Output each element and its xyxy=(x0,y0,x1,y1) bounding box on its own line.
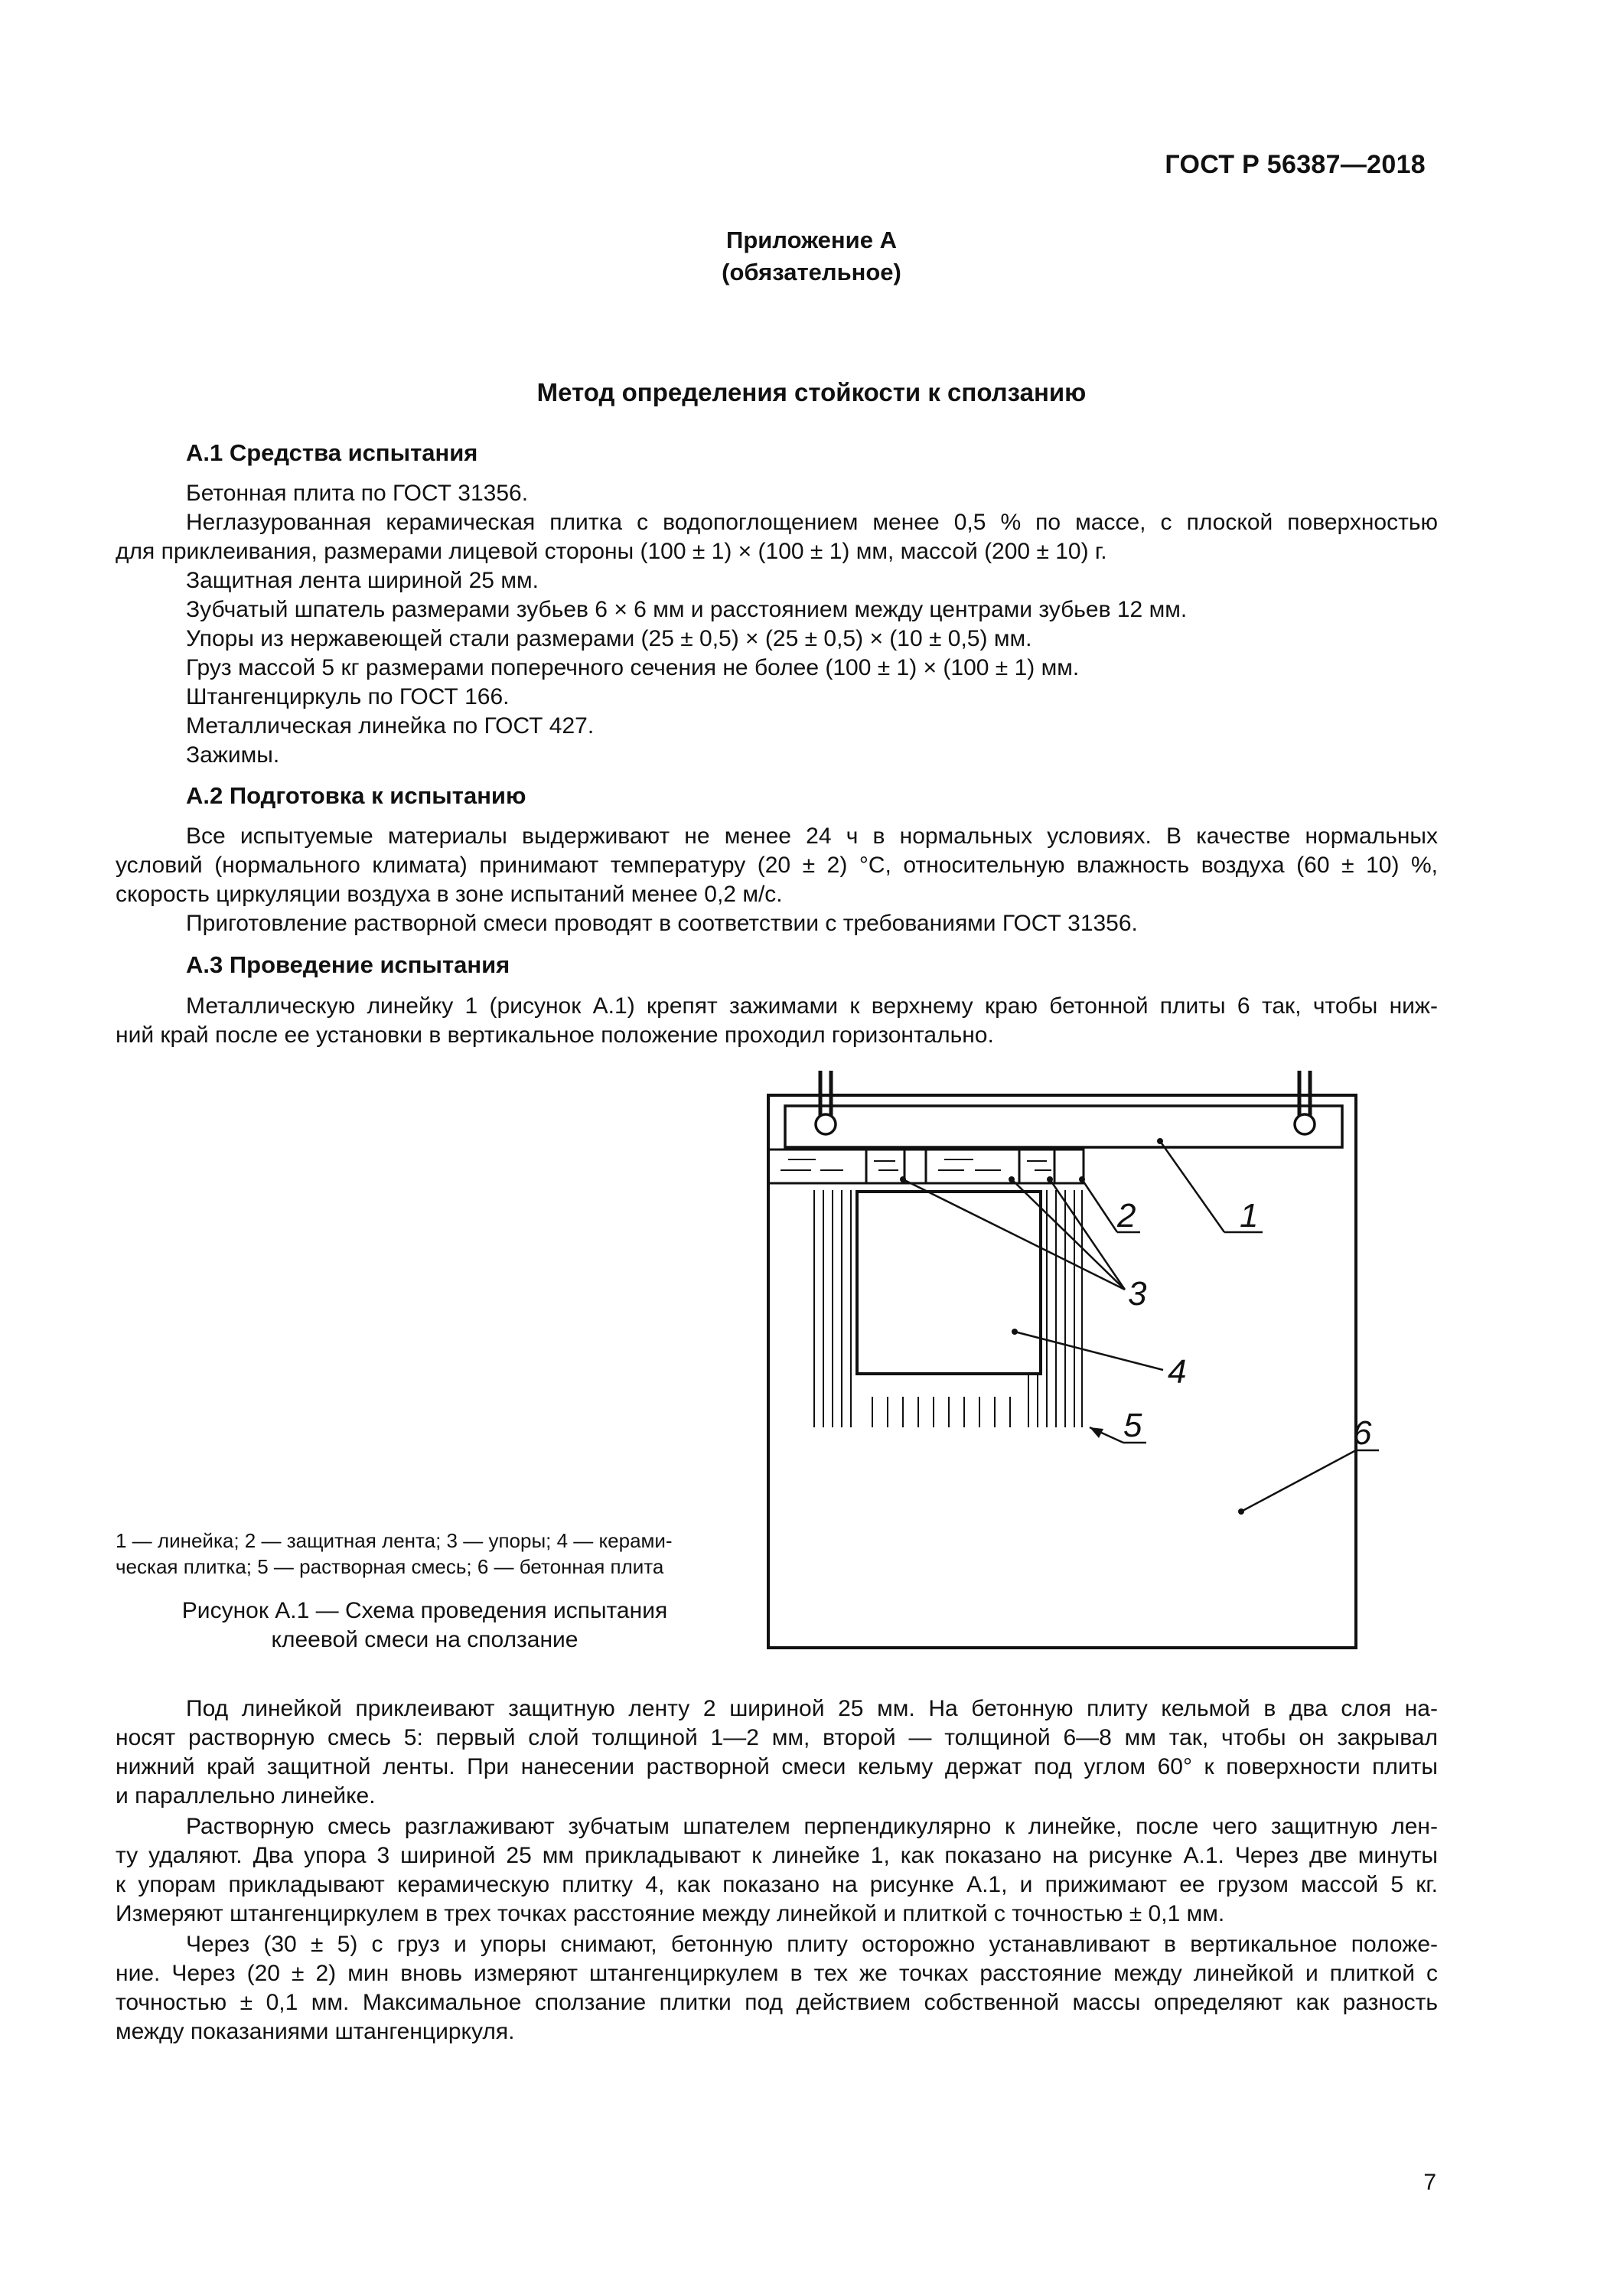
a3-p4-line: точностью ± 0,1 мм. Максимальное сползание плитки под действием собственной массы определяют как разность xyxy=(116,1990,1438,2015)
a1-line: Защитная лента шириной 25 мм. xyxy=(186,568,539,593)
label-3: 3 xyxy=(1128,1275,1147,1313)
a3-p3-line: ту удаляют. Два упора 3 шириной 25 мм прикладывают к линейке 1, как показано на рисунке А.1. Через две минуты xyxy=(116,1843,1438,1868)
a1-line: Бетонная плита по ГОСТ 31356. xyxy=(186,481,529,506)
annex-label: Приложение А xyxy=(726,227,897,253)
steel-stop xyxy=(904,1150,926,1183)
protective-tape xyxy=(768,1150,866,1183)
a3-p4-line: Через (30 ± 5) с груз и упоры снимают, бетонную плиту осторожно устанавливают в вертикальное положе- xyxy=(186,1932,1438,1957)
figure-caption-line: Рисунок А.1 — Схема проведения испытания xyxy=(181,1598,668,1623)
metal-ruler xyxy=(785,1106,1342,1147)
label-6: 6 xyxy=(1353,1414,1372,1452)
a3-p4-line: между показаниями штангенциркуля. xyxy=(116,2019,515,2044)
figure-caption-line: клеевой смеси на сползание xyxy=(271,1627,578,1652)
a3-p3-line: к упорам прикладывают керамическую плитку 4, как показано на рисунке А.1, и прижимают ее грузом массой 5 кг. xyxy=(116,1872,1438,1897)
a2-line: условий (нормального климата) принимают температуру (20 ± 2) °С, относительную влажность воздуха (60 ± 10) %, xyxy=(116,853,1438,878)
a1-line: Штангенциркуль по ГОСТ 166. xyxy=(186,684,510,709)
protective-tape xyxy=(926,1150,1019,1183)
figure-legend-line: ческая плитка; 5 — растворная смесь; 6 — бетонная плита xyxy=(116,1555,664,1578)
a1-line: Неглазурованная керамическая плитка с водопоглощением менее 0,5 % по массе, с плоской поверхностью xyxy=(186,510,1438,535)
a2-line: Все испытуемые материалы выдерживают не менее 24 ч в нормальных условиях. В качестве нормальных xyxy=(186,823,1438,849)
figure-legend-line: 1 — линейка; 2 — защитная лента; 3 — упоры; 4 — керами- xyxy=(116,1529,673,1552)
a1-line: для приклеивания, размерами лицевой стороны (100 ± 1) × (100 ± 1) мм, массой (200 ± 10) г. xyxy=(116,539,1107,564)
a1-line: Упоры из нержавеющей стали размерами (25 ± 0,5) × (25 ± 0,5) × (10 ± 0,5) мм. xyxy=(186,626,1032,651)
label-1: 1 xyxy=(1240,1197,1259,1234)
a1-line: Груз массой 5 кг размерами поперечного сечения не более (100 ± 1) × (100 ± 1) мм. xyxy=(186,655,1080,680)
ceramic-tile xyxy=(857,1192,1041,1374)
a2-line: Приготовление растворной смеси проводят в соответствии с требованиями ГОСТ 31356. xyxy=(186,911,1138,936)
a3-p1-line: Металлическую линейку 1 (рисунок А.1) крепят зажимами к верхнему краю бетонной плиты 6 так, чтобы ниж- xyxy=(186,993,1438,1019)
label-5: 5 xyxy=(1123,1407,1142,1444)
section-a3-heading: А.3 Проведение испытания xyxy=(186,951,510,978)
a1-line: Зубчатый шпатель размерами зубьев 6 × 6 мм и расстоянием между центрами зубьев 12 мм. xyxy=(186,597,1188,622)
document-id: ГОСТ Р 56387—2018 xyxy=(1165,150,1426,179)
section-a1-heading: А.1 Средства испытания xyxy=(186,439,478,466)
a3-p2-line: Под линейкой приклеивают защитную ленту 2 шириной 25 мм. На бетонную плиту кельмой в два слоя на- xyxy=(186,1696,1438,1721)
a1-line: Зажимы. xyxy=(186,742,280,768)
a1-line: Металлическая линейка по ГОСТ 427. xyxy=(186,713,595,739)
section-a2-heading: А.2 Подготовка к испытанию xyxy=(186,782,526,809)
a3-p3-line: Растворную смесь разглаживают зубчатым шпателем перпендикулярно к линейке, после чего защитную лен- xyxy=(186,1814,1438,1839)
a3-p1-line: ний край после ее установки в вертикальное положение проходил горизонтально. xyxy=(116,1022,994,1048)
a3-p2-line: и параллельно линейке. xyxy=(116,1783,376,1808)
steel-stop xyxy=(1054,1150,1084,1183)
a3-p4-line: ние. Через (20 ± 2) мин вновь измеряют штангенциркулем в тех же точках расстояние между линейкой и плиткой с xyxy=(116,1961,1438,1986)
figure-a1-diagram xyxy=(758,1068,1385,1665)
label-4: 4 xyxy=(1168,1353,1187,1391)
annex-status: (обязательное) xyxy=(722,259,901,285)
annex-title: Метод определения стойкости к сползанию xyxy=(536,378,1087,406)
a3-p2-line: носят растворную смесь 5: первый слой толщиной 1—2 мм, второй — толщиной 6—8 мм так, чтобы он закрывал xyxy=(116,1725,1438,1750)
a2-line: скорость циркуляции воздуха в зоне испытаний менее 0,2 м/с. xyxy=(116,882,783,907)
steel-stop xyxy=(866,1150,904,1183)
a3-p2-line: нижний край защитной ленты. При нанесении растворной смеси кельму держат под углом 60° к поверхности плиты xyxy=(116,1754,1438,1779)
page-number: 7 xyxy=(1423,2170,1436,2195)
label-2: 2 xyxy=(1117,1197,1136,1234)
a3-p3-line: Измеряют штангенциркулем в трех точках расстояние между линейкой и плиткой с точностью ± 0,1 мм. xyxy=(116,1901,1225,1926)
